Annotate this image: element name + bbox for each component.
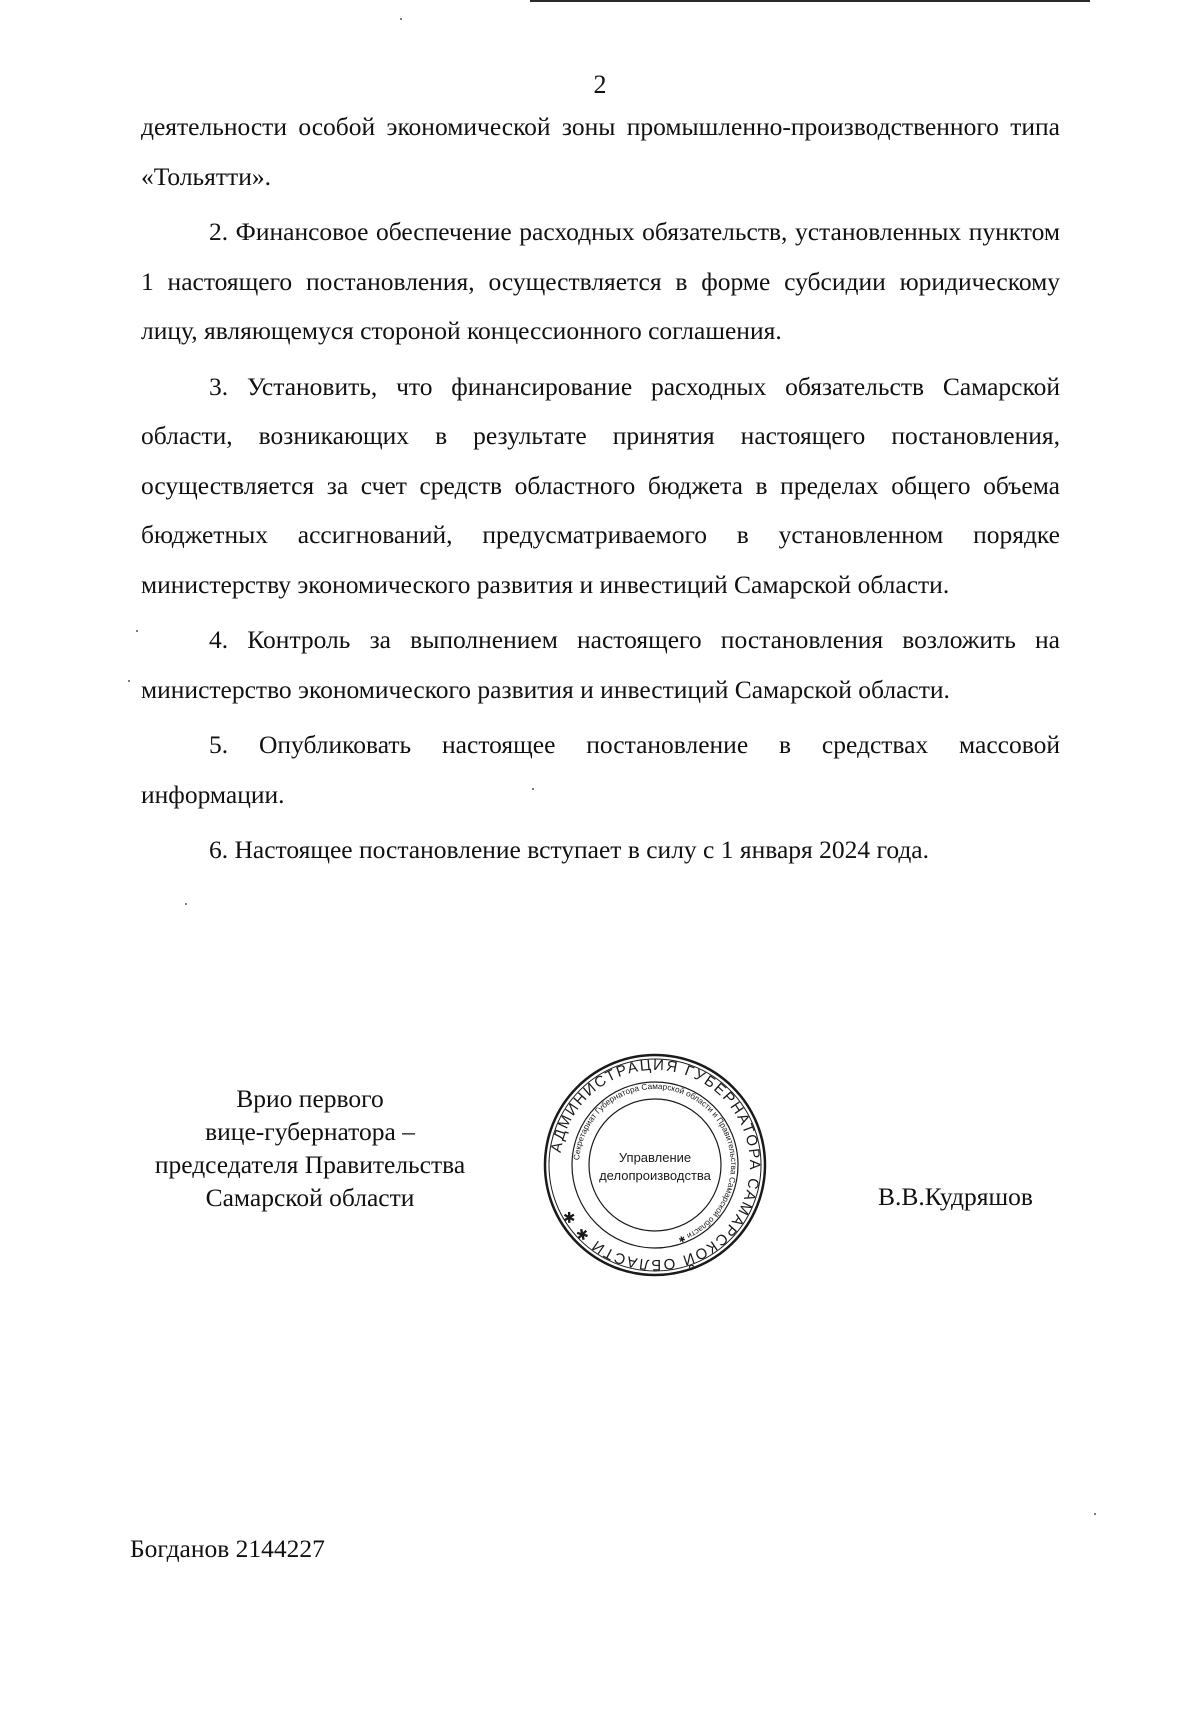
seal-outer-text: АДМИНИСТРАЦИЯ ГУБЕРНАТОРА САМАРСКОЙ ОБЛАСТИ ✱ ✱ <box>547 1056 764 1274</box>
paragraph-4: 4. Контроль за выполнением настоящего постановления возложить на министерство экономического развития и инвестиций Самарской области. <box>141 625 1060 704</box>
paragraph-2: 2. Финансовое обеспечение расходных обязательств, установленных пунктом 1 настоящего постановления, осуществляется в форме субсидии юридическому лицу, являющемуся стороной концессионного соглашения. <box>141 217 1060 345</box>
document-body <box>141 102 1060 875</box>
seal-inner-ring-text: Секретариат Губернатора Самарской области и Правительства Самарской области ✱ <box>572 1081 739 1245</box>
scan-speck <box>185 903 187 905</box>
seal-center-line-1: Управление <box>618 1150 692 1165</box>
scan-speck <box>532 788 534 790</box>
scan-speck <box>1094 1513 1096 1515</box>
paragraph-3: 3. Установить, что финансирование расходных обязательств Самарской области, возникающих в результате принятия настоящего постановления, осуществляется за счет средств областного бюджета в пределах общего объема бюджетных ассигнований, предусматриваемого в установленном порядке министерству экономического развития и инвестиций Самарской области. <box>141 371 1060 599</box>
paragraph-continuation: деятельности особой экономической зоны промышленно-производственного типа «Тольятти». <box>141 112 1060 191</box>
scan-speck <box>128 680 130 682</box>
top-border-line <box>530 0 1090 2</box>
signer-title-line: Самарской области <box>205 1183 415 1212</box>
paragraph-6: 6. Настоящее постановление вступает в силу с 1 января 2024 года. <box>209 835 930 864</box>
executor-contact: Богданов 2144227 <box>130 1534 325 1563</box>
signer-name: В.В.Кудряшов <box>878 1182 1033 1211</box>
page-number: 2 <box>593 70 607 99</box>
official-seal-stamp <box>540 1050 770 1280</box>
signer-title-line: председателя Правительства <box>154 1150 466 1179</box>
signer-title-line: вице-губернатора – <box>205 1117 415 1146</box>
scan-speck <box>136 630 138 632</box>
seal-center-line-2: делопроизводства <box>599 1168 711 1183</box>
signer-title-line: Врио первого <box>236 1084 384 1113</box>
paragraph-5: 5. Опубликовать настоящее постановление в средствах массовой информации. <box>141 730 1060 809</box>
signer-title <box>130 1082 490 1214</box>
seal-inner-ring <box>589 1099 721 1231</box>
scan-speck <box>400 18 402 20</box>
